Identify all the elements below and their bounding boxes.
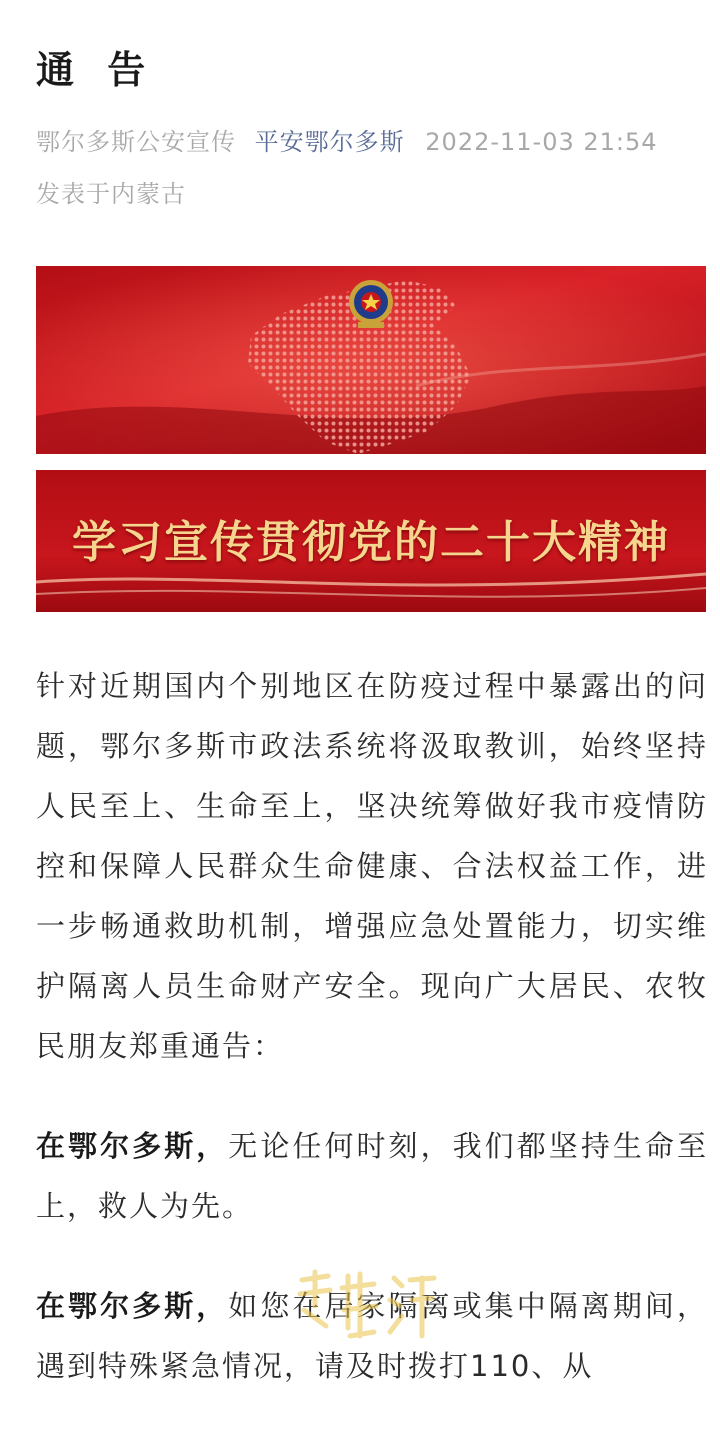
slogan-text: 学习宣传贯彻党的二十大精神 [72,517,670,568]
watermark-logo [290,1266,440,1348]
publish-datetime: 2022-11-03 21:54 [425,128,658,156]
paragraph-text: 如您在居家隔离或集中隔离期间，遇到特殊紧急情况，请及时拨打110、从 [36,1289,708,1383]
paragraph-text: 针对近期国内个别地区在防疫过程中暴露出的问题，鄂尔多斯市政法系统将汲取教训，始终坚持人民至上、生命至上，坚决统筹做好我市疫情防控和保障人民群众生命健康、合法权益工作，进一步畅通救助机制，增强应急处置能力，切实维护隔离人员生命财产安全。现向广大居民、农牧民朋友郑重通告： [36,669,708,1063]
paragraph-lead: 在鄂尔多斯， [36,1289,229,1323]
banner-emblem-image [36,266,706,454]
banner-slogan [36,470,706,612]
article-title: 通 告 [36,48,156,92]
source-name: 鄂尔多斯公安宣传 [36,128,236,156]
publish-location: 发表于内蒙古 [36,180,186,208]
paragraph-lead: 在鄂尔多斯， [36,1129,229,1163]
paragraph-life-first [36,1116,708,1236]
paragraph-text: 无论任何时刻，我们都坚持生命至上，救人为先。 [36,1129,708,1223]
article-meta [36,116,706,220]
paragraph-intro [36,656,708,1076]
account-link[interactable]: 平安鄂尔多斯 [254,128,405,156]
